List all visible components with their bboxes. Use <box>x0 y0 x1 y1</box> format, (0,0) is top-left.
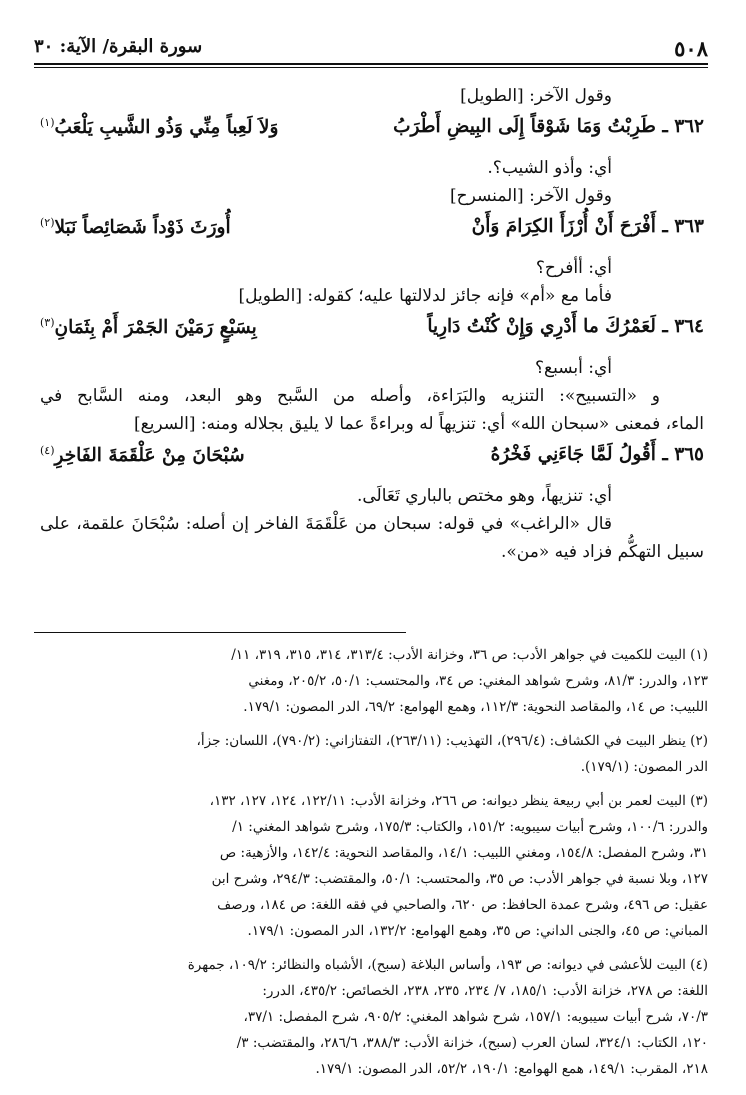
paragraph-line: الماء، فمعنى «سبحان الله» أي: تنزيهاً له وبراءةً عما لا يليق بجلاله ومنه: [السريع] <box>134 414 704 434</box>
footnote-marker: (٣) <box>40 316 55 329</box>
footnote-marker: (١) <box>40 116 55 129</box>
header-rule <box>34 63 708 65</box>
text-line: أي: وأذو الشيب؟. <box>487 158 612 178</box>
footnote-separator <box>34 632 406 633</box>
footnote-line: اللبيب: ص ١٤، والمقاصد النحوية: ١١٢/٣، وهمع الهوامع: ٦٩/٢، الدر المصون: ١٧٩/١. <box>243 699 708 715</box>
verse-hemistich-second: أُورَثَ ذَوْداً شَصَائِصاً نَبَلا$^{(٢)}$ <box>40 216 231 239</box>
footnote-line: (١) البيت للكميت في جواهر الأدب: ص ٣٦، وخزانة الأدب: ٣١٣/٤، ٣١٤، ٣١٥، ٣١٩، ١١/ <box>231 647 708 663</box>
footnote-marker: (٤) <box>40 444 55 457</box>
footnote-2 <box>36 728 708 780</box>
header-rule-thin <box>34 67 708 68</box>
page-number: ٥٠٨ <box>674 36 708 61</box>
footnote-line: المباني: ص ٤٥، والجنى الداني: ص ٣٥، وهمع الهوامع: ١٣٢/٢، الدر المصون: ١٧٩/١. <box>247 923 708 939</box>
text-line: فأما مع «أم» فإنه جائز لدلالتها عليه؛ كقوله: [الطويل] <box>238 286 612 306</box>
verse-hemistich-first: ٣٦٥ ـ أَقُولُ لَمَّا جَاءَنِي فَخْرُهُ <box>490 444 704 465</box>
verse-hemistich-first: ٣٦٢ ـ طَرِبْتُ وَمَا شَوْقاً إِلَى البِيضِ أَطْرَبُ <box>393 116 704 137</box>
paragraph-line: قال «الراغب» في قوله: سبحان من عَلْقَمَةَ الفاخر إن أصله: سُبْحَانَ علقمة، على <box>40 514 612 534</box>
verse-362 <box>40 110 704 154</box>
main-text <box>40 82 704 566</box>
verse-hemistich-second: بِسَبْعٍ رَمَيْنَ الجَمْرَ أَمْ بِثَمَانِ$^{(٣)}$ <box>40 316 257 339</box>
text-line: وقول الآخر: [الطويل] <box>460 86 612 106</box>
footnote-line: (٤) البيت للأعشى في ديوانه: ص ١٩٣، وأساس البلاغة (سبح)، الأشباه والنظائر: ١٠٩/٢، جمهرة <box>187 957 708 973</box>
text-line: أي: تنزيهاً، وهو مختص بالباري تَعَالَى. <box>356 486 612 506</box>
footnote-line: ٧٠/٣، شرح أبيات سيبويه: ١٥٧/١، شرح شواهد المغني: ٩٠٥/٢، شرح المفصل: ٣٧/١، <box>243 1009 708 1025</box>
verse-363 <box>40 210 704 254</box>
verse-364 <box>40 310 704 354</box>
footnotes <box>36 642 708 1090</box>
footnote-3 <box>36 788 708 944</box>
verse-365 <box>40 438 704 482</box>
footnote-line: اللغة: ص ٢٧٨، خزانة الأدب: ١٨٥/١، ٧/ ٢٣٤، ٢٣٥، ٢٣٨، الخصائص: ٤٣٥/٢، الدرر: <box>262 983 708 999</box>
footnote-line: (٣) البيت لعمر بن أبي ربيعة ينظر ديوانه: ص ٢٦٦، وخزانة الأدب: ١٢٢/١١، ١٢٤، ١٢٧، ١٣٢، <box>209 793 708 809</box>
verse-hemistich-second: سُبْحَانَ مِنْ عَلْقَمَةَ الفَاخِرِ$^{(٤)}$ <box>40 444 245 467</box>
verse-hemistich-first: ٣٦٣ ـ أَفْرَحَ أَنْ أُرْزَأَ الكِرَامَ وَأَنْ <box>471 216 704 237</box>
running-header <box>34 30 708 64</box>
footnote-1 <box>36 642 708 720</box>
footnote-line: الدر المصون: (١٧٩/١). <box>580 759 708 775</box>
paragraph-line: و «التسبيح»: التنزيه والبَرَاءة، وأصله من السَّبح وهو البعد، ومنه السَّابح في <box>40 386 660 406</box>
footnote-line: ٣١، وشرح المفصل: ١٥٤/٨، ومغني اللبيب: ١٤/١، والمقاصد النحوية: ١٤٢/٤، والأزهية: ص <box>219 845 708 861</box>
footnote-marker: (٢) <box>40 216 55 229</box>
footnote-line: ١٢٧، وبلا نسبة في جواهر الأدب: ص ٣٥، والمحتسب: ٥٠/١، والمقتضب: ٢٩٤/٣، وشرح ابن <box>211 871 708 887</box>
footnote-line: والدرر: ١٠٠/٦، وشرح أبيات سيبويه: ١٥١/٢، والكتاب: ١٧٥/٣، وشرح شواهد المغني: ١/ <box>232 819 708 835</box>
footnote-line: (٢) ينظر البيت في الكشاف: (٢٩٦/٤)، التهذيب: (٢٦٣/١١)، التفتازاني: (٧٩٠/٢)، اللسان: جزأ، <box>196 733 708 749</box>
footnote-line: ١٢٣، والدرر: ٨١/٣، وشرح شواهد المغني: ص ٣٤، والمحتسب: ٥٠/١، ٢٠٥/٢، ومغني <box>248 673 708 689</box>
footnote-line: ١٢٠، الكتاب: ٣٢٤/١، لسان العرب (سبح)، خزانة الأدب: ٣٨٨/٣، ٢٨٦/٦، والمقتضب: ٣/ <box>236 1035 708 1051</box>
footnote-line: ٢١٨، المقرب: ١٤٩/١، همع الهوامع: ١٩٠/١، ٥٢/٢، الدر المصون: ١٧٩/١. <box>315 1061 708 1077</box>
footnote-line: عقيل: ص ٤٩٦، وشرح عمدة الحافظ: ص ٦٢٠، والصاحبي في فقه اللغة: ص ١٨٤، ورصف <box>217 897 708 913</box>
text-line: أي: أبسبع؟ <box>535 358 612 378</box>
page-running-title: سورة البقرة/ الآية: ٣٠ <box>34 36 203 57</box>
verse-hemistich-first: ٣٦٤ ـ لَعَمْرُكَ ما أَدْرِي وَإِنْ كُنْتُ دَارِياً <box>427 316 704 337</box>
footnote-4 <box>36 952 708 1082</box>
verse-hemistich-second: وَلاَ لَعِباً مِنِّي وَذُو الشَّيبِ يَلْعَبُ$^{(١)}$ <box>40 116 279 139</box>
paragraph-line: سبيل التهكُّم فزاد فيه «من». <box>501 542 704 562</box>
text-line: أي: أأفرح؟ <box>535 258 612 278</box>
text-line: وقول الآخر: [المنسرح] <box>450 186 612 206</box>
